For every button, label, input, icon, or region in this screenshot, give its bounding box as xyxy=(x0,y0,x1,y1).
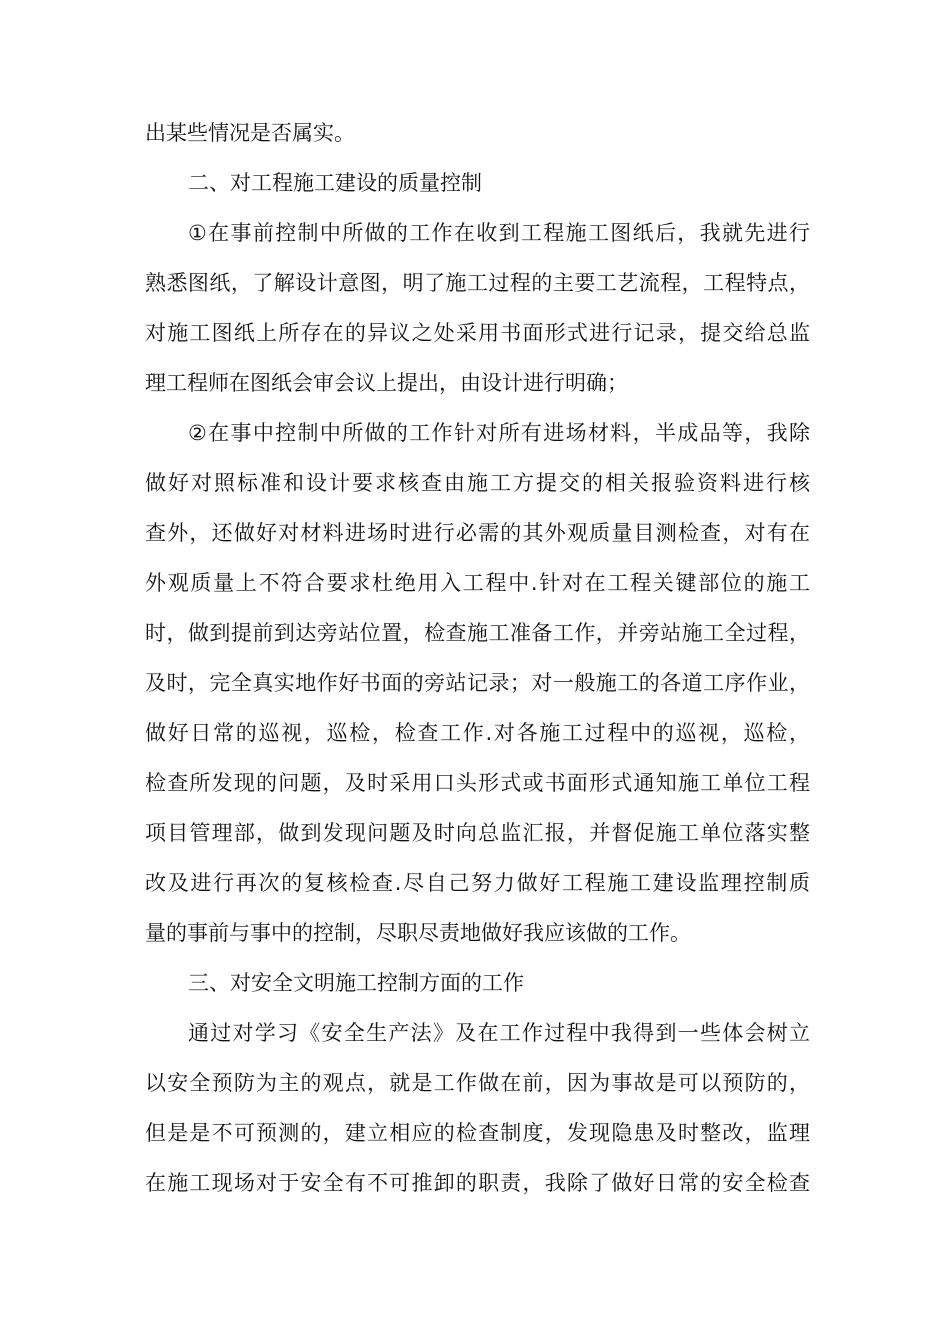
text-line-5: 对施工图纸上所存在的异议之处采用书面形式进行记录，提交给总监 xyxy=(145,321,810,345)
text-line-10: 外观质量上不符合要求杜绝用入工程中.针对在工程关键部位的施工 xyxy=(145,571,810,595)
text-line-1: 出某些情况是否属实。 xyxy=(145,121,355,145)
section-heading-2: 二、对工程施工建设的质量控制 xyxy=(188,171,482,195)
text-line-22: 在施工现场对于安全有不可推卸的职责，我除了做好日常的安全检查 xyxy=(145,1171,810,1195)
text-line-19: 通过对学习《安全生产法》及在工作过程中我得到一些体会树立 xyxy=(188,1021,810,1045)
text-line-6: 理工程师在图纸会审会议上提出，由设计进行明确； xyxy=(145,371,628,395)
text-line-4: 熟悉图纸，了解设计意图，明了施工过程的主要工艺流程，工程特点， xyxy=(145,271,810,295)
text-line-11: 时，做到提前到达旁站位置，检查施工准备工作，并旁站施工全过程， xyxy=(145,621,810,645)
text-line-17: 量的事前与事中的控制，尽职尽责地做好我应该做的工作。 xyxy=(145,921,691,945)
text-line-21: 但是是不可预测的，建立相应的检查制度，发现隐患及时整改，监理 xyxy=(145,1121,810,1145)
text-line-15: 项目管理部，做到发现问题及时向总监汇报，并督促施工单位落实整 xyxy=(145,821,810,845)
section-heading-3: 三、对安全文明施工控制方面的工作 xyxy=(188,971,524,995)
text-line-13: 做好日常的巡视，巡检，检查工作.对各施工过程中的巡视，巡检， xyxy=(145,721,810,745)
text-line-20: 以安全预防为主的观点，就是工作做在前，因为事故是可以预防的， xyxy=(145,1071,810,1095)
text-line-7: ②在事中控制中所做的工作针对所有进场材料，半成品等，我除 xyxy=(188,421,810,445)
text-line-9: 查外，还做好对材料进场时进行必需的其外观质量目测检查，对有在 xyxy=(145,521,810,545)
text-line-16: 改及进行再次的复核检查.尽自己努力做好工程施工建设监理控制质 xyxy=(145,871,810,895)
text-line-12: 及时，完全真实地作好书面的旁站记录；对一般施工的各道工序作业， xyxy=(145,671,810,695)
text-line-14: 检查所发现的问题，及时采用口头形式或书面形式通知施工单位工程 xyxy=(145,771,810,795)
text-line-8: 做好对照标准和设计要求核查由施工方提交的相关报验资料进行核 xyxy=(145,471,810,495)
text-line-3: ①在事前控制中所做的工作在收到工程施工图纸后，我就先进行 xyxy=(188,221,810,245)
